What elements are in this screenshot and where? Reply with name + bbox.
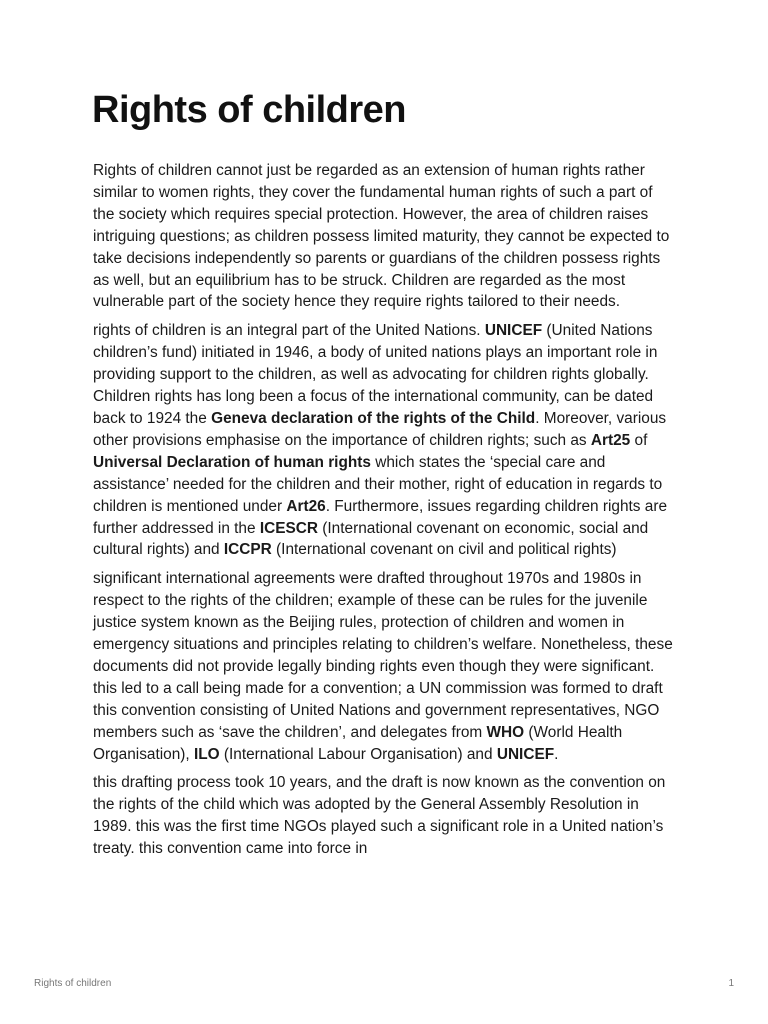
bold-term: Universal Declaration of human rights — [93, 453, 371, 471]
paragraph — [93, 320, 678, 561]
text-run: of — [630, 431, 648, 449]
paragraph — [93, 772, 678, 860]
bold-term: UNICEF — [496, 745, 555, 763]
footer-label: Rights of children — [34, 978, 112, 989]
text-run: . — [554, 745, 559, 763]
bold-term: Art26 — [286, 497, 326, 515]
text-run: . Furthermore, issues regarding children rights are further addressed in the — [93, 497, 668, 537]
paragraph — [93, 160, 678, 313]
text-run: which states the ‘special care and assistance’ needed for the children and their mother, right of education in regards to children is mentioned under — [93, 453, 663, 515]
page-title: Rights of children — [92, 89, 406, 131]
text-run: rights of children is an integral part of the United Nations. — [93, 322, 485, 340]
footer-page-number: 1 — [728, 978, 734, 989]
paragraph — [93, 568, 678, 765]
bold-term: WHO — [486, 723, 525, 741]
text-run: significant international agreements were drafted throughout 1970s and 1980s in respect to the rights of the children; example of these can be rules for the juvenile justice system known as the Beijing rules, protection of children and women in emergency situations and principles relating to children’s welfare. Nonetheless, these documents did not provide legally binding rights even though they were significant. this led to a call being made for a convention; a UN commission was formed to draft this convention consisting of United Nations and government representatives, NGO members such as ‘save the children’, and delegates from — [93, 570, 673, 741]
bold-term: Geneva declaration of the rights of the Child — [211, 409, 536, 427]
text-run: (International Labour Organisation) and — [219, 745, 497, 763]
text-run: (International covenant on economic, social and cultural rights) and — [93, 519, 649, 559]
text-run: . Moreover, various other provisions emphasise on the importance of children rights; such as — [93, 409, 667, 449]
bold-term: Art25 — [590, 431, 631, 449]
bold-term: ICCPR — [223, 541, 272, 559]
text-run: (United Nations children’s fund) initiated in 1946, a body of united nations plays an important role in providing support to the children, as well as advocating for children rights globally. Children rights has long been a focus of the international community, can be dated back to 1924 the — [93, 322, 658, 427]
document-body — [93, 160, 678, 867]
text-run: this drafting process took 10 years, and the draft is now known as the convention on the rights of the child which was adopted by the General Assembly Resolution in 1989. this was the first time NGOs played such a significant role in a United nation’s treaty. this convention came into force in — [93, 774, 666, 858]
bold-term: UNICEF — [484, 322, 543, 340]
bold-term: ILO — [193, 745, 220, 763]
text-run: Rights of children cannot just be regarded as an extension of human rights rather similar to women rights, they cover the fundamental human rights of such a part of the society which requires special protection. However, the area of children raises intriguing questions; as children possess limited maturity, they cannot be expected to take decisions independently so parents or guardians of the children possess rights as well, but an equilibrium has to be struck. Children are regarded as the most vulnerable part of the society hence they require rights tailored to their needs. — [93, 162, 670, 311]
bold-term: ICESCR — [259, 519, 318, 537]
text-run: (International covenant on civil and political rights) — [271, 541, 617, 559]
text-run: (World Health Organisation), — [93, 723, 623, 763]
